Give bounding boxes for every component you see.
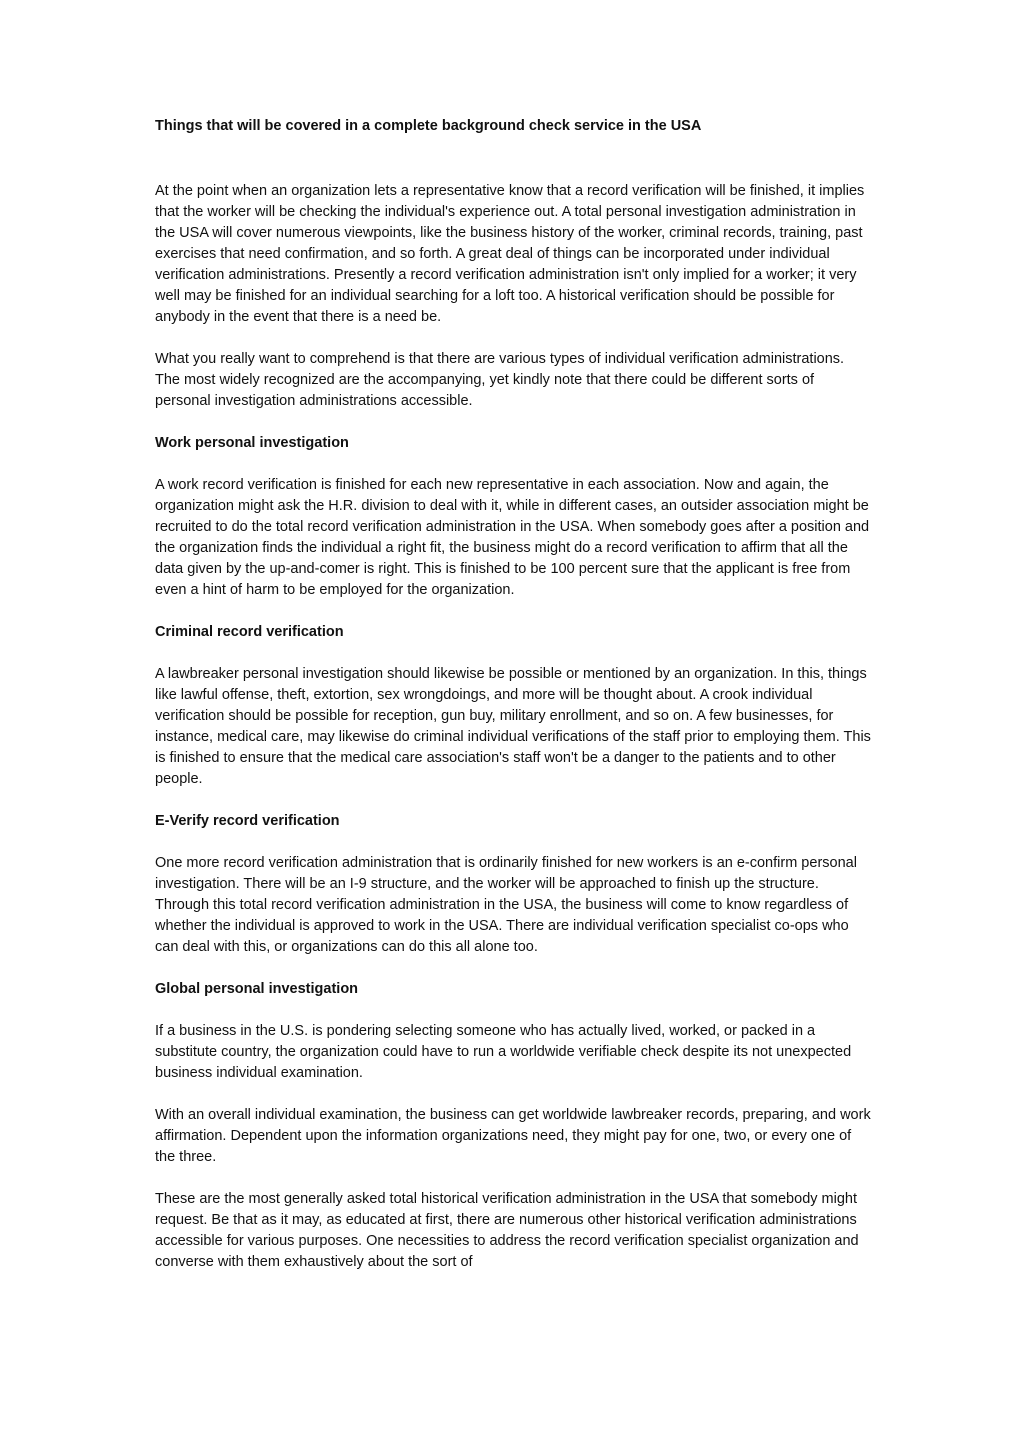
section-heading: Criminal record verification (155, 624, 344, 640)
section-heading: Global personal investigation (155, 981, 359, 997)
section-e-verify (155, 811, 871, 958)
document-title: Things that will be covered in a complete background check service in the USA (155, 118, 702, 134)
intro-paragraph: At the point when an organization lets a representative know that a record verification will be finished, it implies that the worker will be checking the individual's experience out. A total personal investigation administration in the USA will cover numerous viewpoints, like the business history of the worker, criminal records, training, past exercises that need confirmation, and so forth. A great deal of things can be incorporated under individual verification administrations. Presently a record verification administration isn't only implied for a worker; it very well may be finished for an individual searching for a loft too. A historical verification should be possible for anybody in the event that there is a need be. (155, 183, 865, 325)
section-work-investigation (155, 433, 871, 601)
section-heading: E-Verify record verification (155, 813, 340, 829)
section-paragraph: A work record verification is finished for each new representative in each association. Now and again, the organization might ask the H.R. division to deal with it, while in different cases, an outsider association might be recruited to do the total record verification administration in the USA. When somebody goes after a position and the organization finds the individual a right fit, the business might do a record verification to affirm that all the data given by the up-and-comer is right. This is finished to be 100 percent sure that the applicant is free from even a hint of harm to be employed for the organization. (155, 477, 870, 598)
section-global-investigation (155, 979, 871, 1273)
intro-paragraph: What you really want to comprehend is that there are various types of individual verification administrations. The most widely recognized are the accompanying, yet kindly note that there could be different sorts of personal investigation administrations accessible. (155, 351, 845, 409)
document-page (155, 116, 871, 1294)
section-criminal-verification (155, 622, 871, 790)
section-heading: Work personal investigation (155, 435, 349, 451)
section-paragraph: With an overall individual examination, the business can get worldwide lawbreaker records, preparing, and work affirmation. Dependent upon the information organizations need, they might pay for one, two, or every one of the three. (155, 1107, 871, 1165)
section-paragraph: One more record verification administration that is ordinarily finished for new workers is an e-confirm personal investigation. There will be an I-9 structure, and the worker will be approached to finish up the structure. Through this total record verification administration in the USA, the business will come to know regardless of whether the individual is approved to work in the USA. There are individual verification specialist co-ops who can deal with this, or organizations can do this all alone too. (155, 855, 857, 955)
section-paragraph: If a business in the U.S. is pondering selecting someone who has actually lived, worked, or packed in a substitute country, the organization could have to run a worldwide verifiable check despite its not unexpected business individual examination. (155, 1023, 852, 1081)
section-paragraph: These are the most generally asked total historical verification administration in the USA that somebody might request. Be that as it may, as educated at first, there are numerous other historical verification administrations accessible for various purposes. One necessities to address the record verification specialist organization and converse with them exhaustively about the sort of (155, 1191, 859, 1270)
section-paragraph: A lawbreaker personal investigation should likewise be possible or mentioned by an organization. In this, things like lawful offense, theft, extortion, sex wrongdoings, and more will be thought about. A crook individual verification should be possible for reception, gun buy, military enrollment, and so on. A few businesses, for instance, medical care, may likewise do criminal individual verifications of the staff prior to employing them. This is finished to ensure that the medical care association's staff won't be a danger to the patients and to other people. (155, 666, 871, 787)
